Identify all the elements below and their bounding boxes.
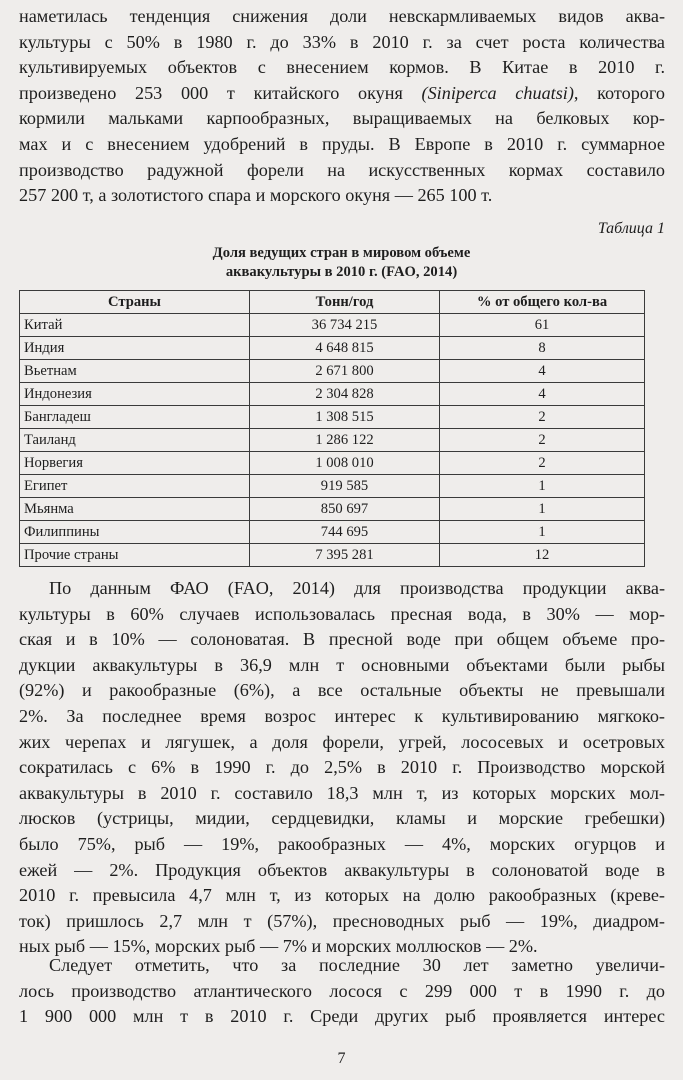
tons-cell: 1 308 515 (250, 406, 440, 429)
country-cell: Индия (20, 337, 250, 360)
table-caption: Таблица 1 (597, 220, 665, 237)
text-line: сократилась с 6% в 1990 г. до 2,5% в 2010 г. Производство морской (19, 757, 665, 778)
tons-cell: 919 585 (250, 475, 440, 498)
text-line: кормили мальками карпообразных, выращиваемых на белковых кор- (19, 108, 665, 129)
tons-cell: 1 286 122 (250, 429, 440, 452)
country-cell: Норвегия (20, 452, 250, 475)
header-countries: Страны (20, 291, 250, 314)
percent-cell: 1 (440, 521, 645, 544)
text-line: 2010 г. превысила 4,7 млн т, из которых на долю ракообразных (креве- (19, 885, 665, 906)
table-row (20, 429, 645, 452)
country-cell: Китай (20, 314, 250, 337)
tons-cell: 4 648 815 (250, 337, 440, 360)
country-cell: Филиппины (20, 521, 250, 544)
percent-cell: 1 (440, 498, 645, 521)
percent-cell: 2 (440, 452, 645, 475)
country-cell: Египет (20, 475, 250, 498)
table-row (20, 475, 645, 498)
aquaculture-countries-table (19, 290, 645, 567)
country-cell: Вьетнам (20, 360, 250, 383)
table-header-row (20, 291, 645, 314)
paragraph-salmon-production (19, 953, 665, 1030)
country-cell: Индонезия (20, 383, 250, 406)
species-latin-name: (Siniperca chuatsi) (421, 82, 574, 103)
text-line: 2%. За последнее время возрос интерес к культивированию мягкоко- (19, 705, 665, 726)
text-line: люсков (устрицы, мидии, сердцевидки, кламы и морские гребешки) (19, 808, 665, 829)
tons-cell: 7 395 281 (250, 544, 440, 567)
text-line: ных рыб — 15%, морских рыб — 7% и морских моллюсков — 2%. (19, 936, 538, 957)
text-line: наметилась тенденция снижения доли невскармливаемых видов аква- (19, 6, 665, 26)
country-cell: Таиланд (20, 429, 250, 452)
text-line: было 75%, рыб — 19%, ракообразных — 4%, морских огурцов и (19, 833, 665, 854)
country-cell: Прочие страны (20, 544, 250, 567)
percent-cell: 61 (440, 314, 645, 337)
text-line: культуры в 60% случаев использовалась пресная вода, в 30% — мор- (19, 603, 665, 624)
text-line: лось производство атлантического лосося с 299 000 т в 1990 г. до (19, 980, 665, 1001)
table-row (20, 544, 645, 567)
tons-cell: 2 304 828 (250, 383, 440, 406)
percent-cell: 12 (440, 544, 645, 567)
percent-cell: 4 (440, 383, 645, 406)
percent-cell: 8 (440, 337, 645, 360)
percent-cell: 2 (440, 406, 645, 429)
percent-cell: 1 (440, 475, 645, 498)
tons-cell: 850 697 (250, 498, 440, 521)
table-row (20, 406, 645, 429)
text-line: Следует отметить, что за последние 30 лет заметно увеличи- (49, 955, 665, 975)
text-fragment: , которого (573, 82, 665, 103)
text-line: (92%) и ракообразные (6%), а все остальные объекты не превышали (19, 680, 665, 701)
page-number: 7 (337, 1050, 346, 1067)
table-row (20, 452, 645, 475)
text-line: 257 200 т, а золотистого спара и морского окуня — 265 100 т. (19, 185, 493, 206)
text-line: аквакультуры в 2010 г. составило 18,3 млн т, из которых морских мол- (19, 782, 665, 803)
header-tons-per-year: Тонн/год (250, 291, 440, 314)
table-row (20, 383, 645, 406)
table-title (0, 244, 683, 282)
text-line: культуры с 50% в 1980 г. до 33% в 2010 г. за счет роста количества (19, 31, 665, 52)
country-cell: Бангладеш (20, 406, 250, 429)
paragraph-fao-water-types (19, 576, 665, 960)
text-line: ская и в 10% — солоноватая. В пресной воде при общем объеме про- (19, 629, 665, 650)
percent-cell: 2 (440, 429, 645, 452)
text-line: жих черепах и лягушек, а доля форели, угрей, лососевых и осетровых (19, 731, 665, 752)
table-row (20, 337, 645, 360)
tons-cell: 744 695 (250, 521, 440, 544)
text-line-with-latin-name (19, 81, 665, 107)
paragraph-aquaculture-feeding (19, 4, 665, 209)
table-row (20, 360, 645, 383)
text-line: дукции аквакультуры в 36,9 млн т основными объектами были рыбы (19, 654, 665, 675)
percent-cell: 4 (440, 360, 645, 383)
table-title-line: аквакультуры в 2010 г. (FAO, 2014) (225, 264, 458, 280)
country-cell: Мьянма (20, 498, 250, 521)
tons-cell: 2 671 800 (250, 360, 440, 383)
text-line: ежей — 2%. Продукция объектов аквакультуры в солоноватой воде в (19, 859, 665, 880)
table-row (20, 521, 645, 544)
table-row (20, 314, 645, 337)
text-line: По данным ФАО (FAO, 2014) для производства продукции аква- (49, 578, 665, 598)
header-percent-of-total: % от общего кол-ва (440, 291, 645, 314)
tons-cell: 36 734 215 (250, 314, 440, 337)
text-line: 1 900 000 млн т в 2010 г. Среди других рыб проявляется интерес (19, 1006, 665, 1027)
table-title-line: Доля ведущих стран в мировом объеме (212, 245, 471, 261)
text-line: мах и с внесением удобрений в пруды. В Европе в 2010 г. суммарное (19, 133, 665, 154)
table-row (20, 498, 645, 521)
text-line: производство радужной форели на искусственных кормах составило (19, 159, 665, 180)
text-line: ток) пришлось 2,7 млн т (57%), пресноводных рыб — 19%, диадром- (19, 910, 665, 931)
text-fragment: произведено 253 000 т китайского окуня (19, 82, 422, 103)
tons-cell: 1 008 010 (250, 452, 440, 475)
text-line: культивируемых объектов с внесением кормов. В Китае в 2010 г. (19, 57, 665, 78)
